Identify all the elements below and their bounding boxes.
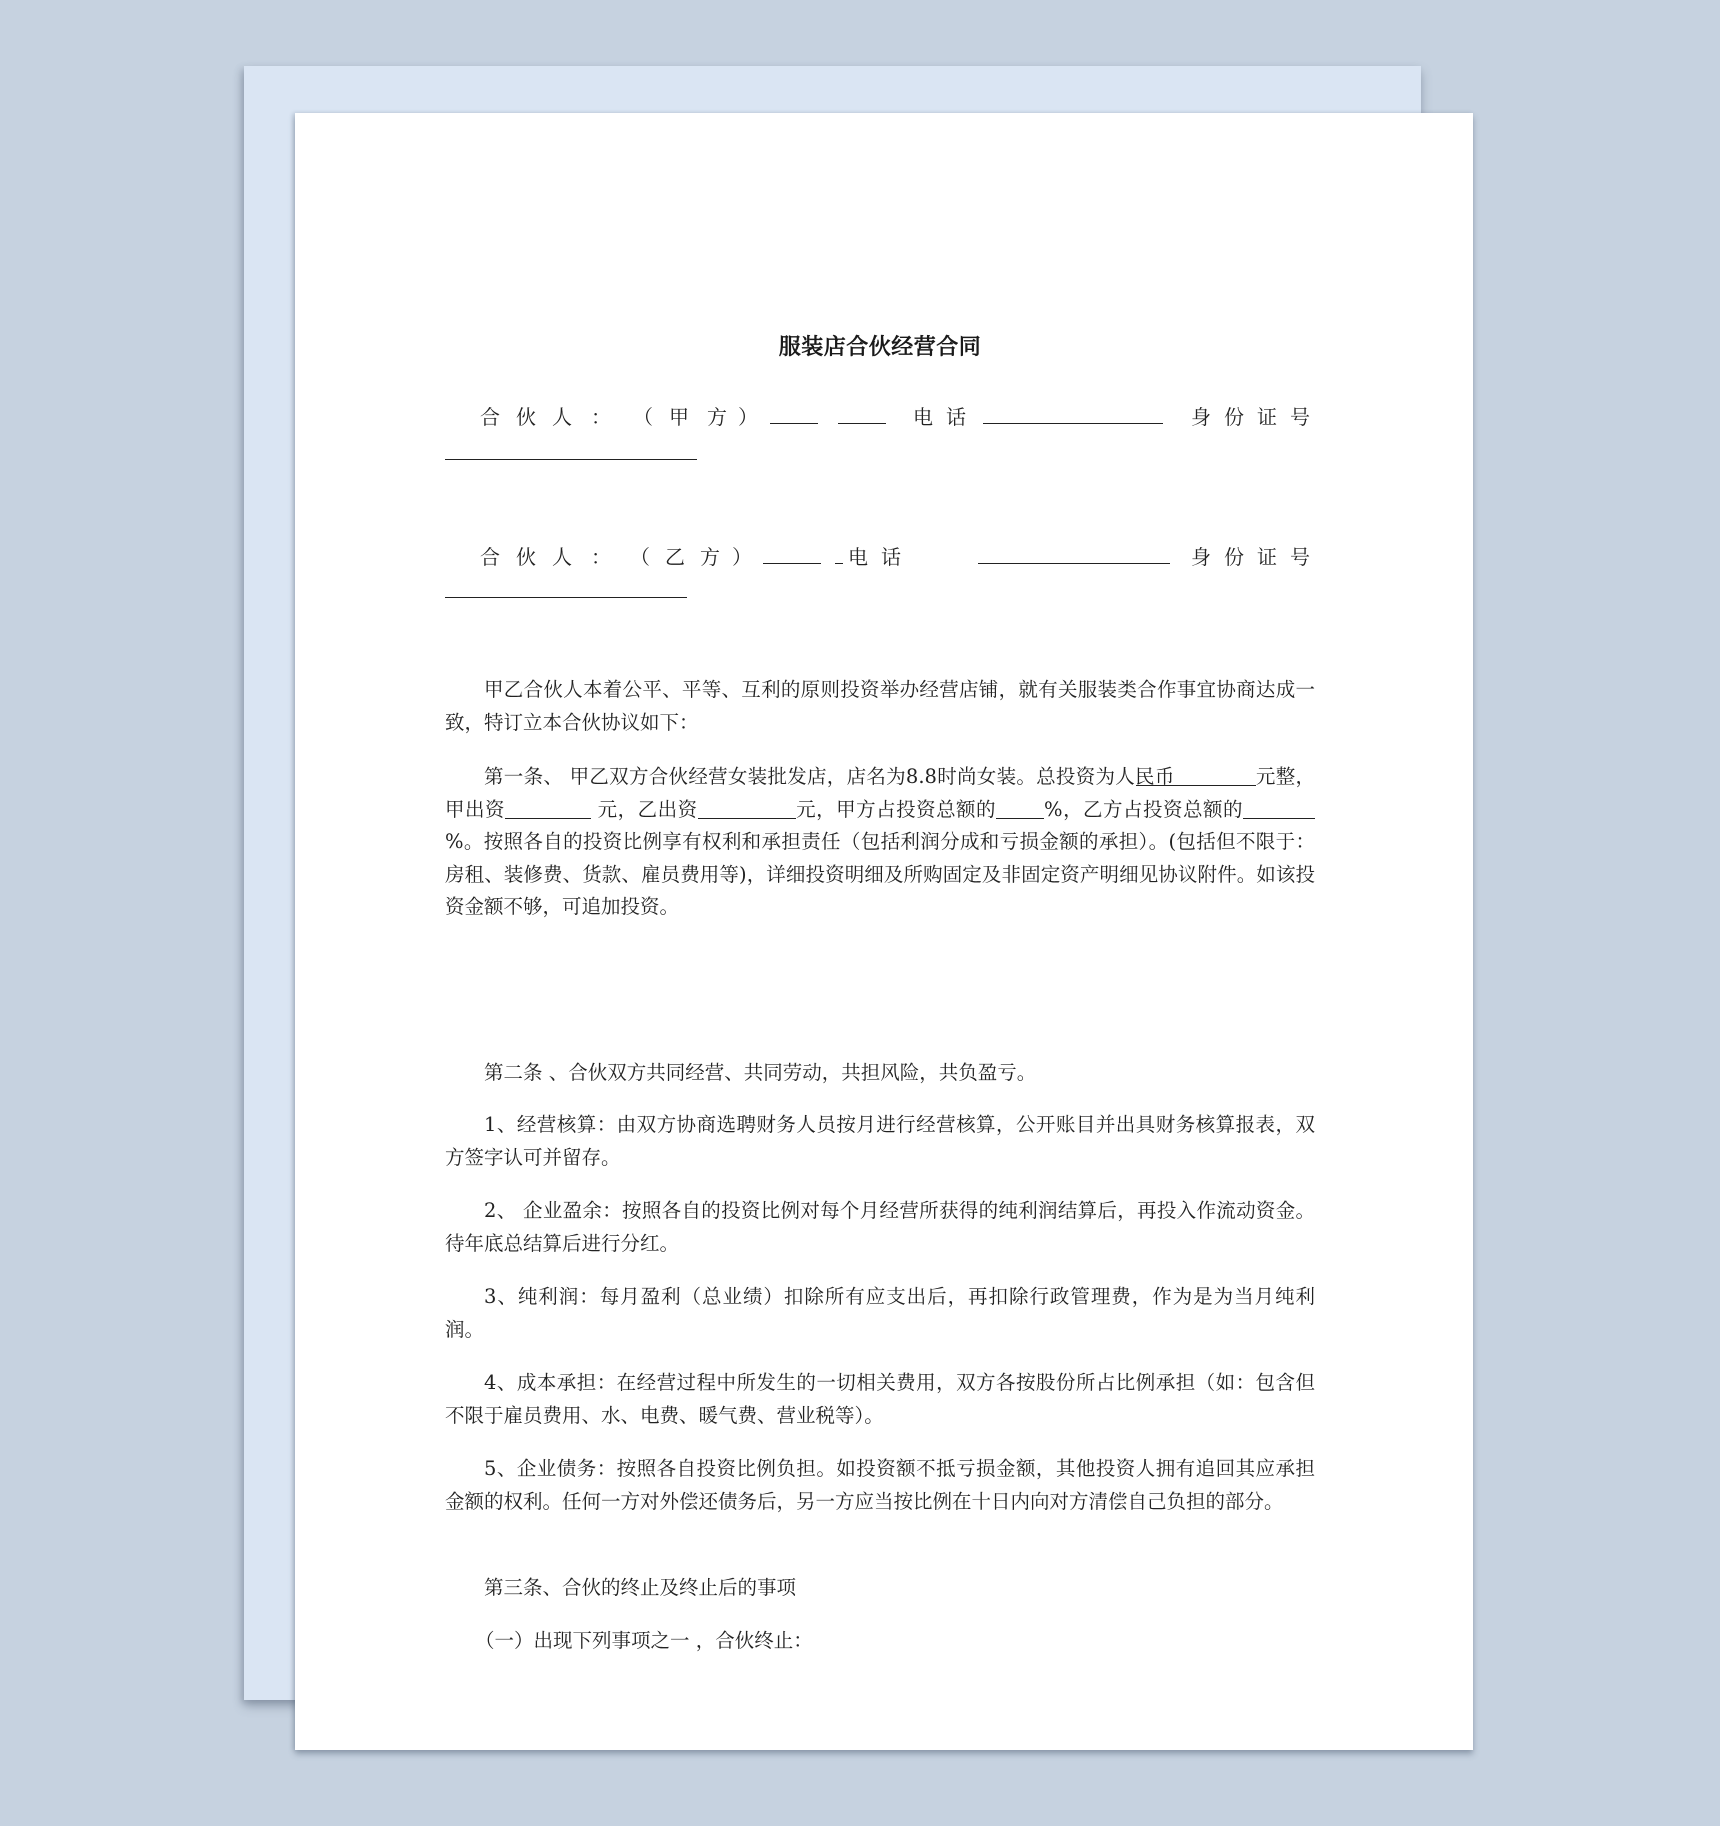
party-b-investment-blank[interactable] bbox=[698, 798, 796, 819]
article-1-paragraph bbox=[445, 761, 1315, 924]
article-3-heading: 第三条、合伙的终止及终止后的事项 bbox=[484, 1576, 797, 1599]
item-3-net-profit: 3、纯利润：每月盈利（总业绩）扣除所有应支出后，再扣除行政管理费，作为是为当月纯利润。 bbox=[445, 1285, 1315, 1341]
party-b-id-label: 身份证号 bbox=[1191, 545, 1323, 569]
party-a-phone-label: 电话 bbox=[913, 405, 979, 429]
article-1-text: %，乙方占投资总额的 bbox=[1044, 797, 1243, 821]
article-3-subsection-1: （一）出现下列事项之一 ，合伙终止： bbox=[475, 1629, 813, 1652]
party-a-char: 方 bbox=[707, 405, 727, 429]
party-b-char: ： bbox=[591, 545, 611, 569]
document-title: 服装店合伙经营合同 bbox=[778, 334, 982, 360]
party-b-char: ） bbox=[732, 545, 752, 569]
party-a-char: （ bbox=[633, 405, 653, 429]
party-b-char: （ bbox=[630, 545, 650, 569]
party-a-char: 伙 bbox=[516, 405, 536, 429]
article-1-text: 元，乙出资 bbox=[590, 797, 698, 821]
party-b-char: 方 bbox=[700, 545, 720, 569]
item-4-cost: 4、成本承担：在经营过程中所发生的一切相关费用，双方各按股份所占比例承担（如：包含但不限于雇员费用、水、电费、暖气费、营业税等）。 bbox=[445, 1371, 1315, 1427]
party-a-char: ： bbox=[591, 405, 611, 429]
article-1-text: 第一条、 甲乙双方合伙经营女装批发店，店名为8.8时尚女装。总投资为人民币 bbox=[484, 765, 1175, 788]
document-page bbox=[295, 113, 1473, 1750]
party-a-char: 甲 bbox=[669, 405, 689, 429]
item-5-debt: 5、企业债务：按照各自投资比例负担。如投资额不抵亏损金额，其他投资人拥有追回其应承担金额的权利。任何一方对外偿还债务后，另一方应当按比例在十日内向对方清偿自己负担的部分。 bbox=[445, 1457, 1315, 1513]
party-a-investment-blank[interactable] bbox=[505, 798, 591, 819]
party-a-name-blank-2[interactable] bbox=[838, 423, 886, 424]
article-1-text: 元，甲方占投资总额的 bbox=[795, 797, 997, 821]
party-a-phone-blank[interactable] bbox=[983, 423, 1163, 424]
party-b-char: 合 bbox=[480, 545, 500, 569]
intro-paragraph: 甲乙合伙人本着公平、平等、互利的原则投资举办经营店铺，就有关服装类合作事宜协商达成一致，特订立本合伙协议如下： bbox=[445, 678, 1315, 734]
party-b-name-blank[interactable] bbox=[763, 563, 821, 564]
party-a-char: ） bbox=[738, 405, 758, 429]
party-a-char: 人 bbox=[552, 405, 572, 429]
party-a-id-blank[interactable] bbox=[445, 459, 697, 460]
party-b-char: 伙 bbox=[516, 545, 536, 569]
party-b-id-blank[interactable] bbox=[445, 597, 687, 598]
total-investment-blank[interactable] bbox=[1136, 765, 1256, 786]
party-b-name-blank-short[interactable] bbox=[835, 563, 843, 564]
party-b-phone-blank[interactable] bbox=[978, 563, 1170, 564]
article-1-text: %。按照各自的投资比例享有权利和承担责任（包括利润分成和亏损金额的承担）。(包括但不限于：房租、装修费、货款、雇员费用等)，详细投资明细及所购固定及非固定资产明细见协议附件。如该投资金额不够，可追加投资。 bbox=[445, 830, 1315, 918]
party-b-line bbox=[445, 541, 1323, 571]
item-2-surplus: 2、 企业盈余：按照各自的投资比例对每个月经营所获得的纯利润结算后，再投入作流动资金。待年底总结算后进行分红。 bbox=[445, 1199, 1315, 1255]
article-2-heading: 第二条 、合伙双方共同经营、共同劳动，共担风险，共负盈亏。 bbox=[484, 1061, 1037, 1084]
party-b-percent-blank[interactable] bbox=[1243, 798, 1315, 819]
party-b-char: 乙 bbox=[665, 545, 685, 569]
party-a-id-label: 身份证号 bbox=[1191, 405, 1323, 429]
party-a-line bbox=[445, 401, 1323, 431]
party-a-char: 合 bbox=[480, 405, 500, 429]
article-1-text: 元整，甲出资 bbox=[445, 765, 1315, 821]
party-a-percent-blank[interactable] bbox=[996, 798, 1044, 819]
item-1-accounting: 1、经营核算：由双方协商选聘财务人员按月进行经营核算，公开账目并出具财务核算报表，双方签字认可并留存。 bbox=[445, 1113, 1315, 1169]
party-b-char: 人 bbox=[552, 545, 572, 569]
party-a-name-blank-1[interactable] bbox=[770, 423, 818, 424]
party-b-phone-label: 电话 bbox=[848, 545, 914, 569]
